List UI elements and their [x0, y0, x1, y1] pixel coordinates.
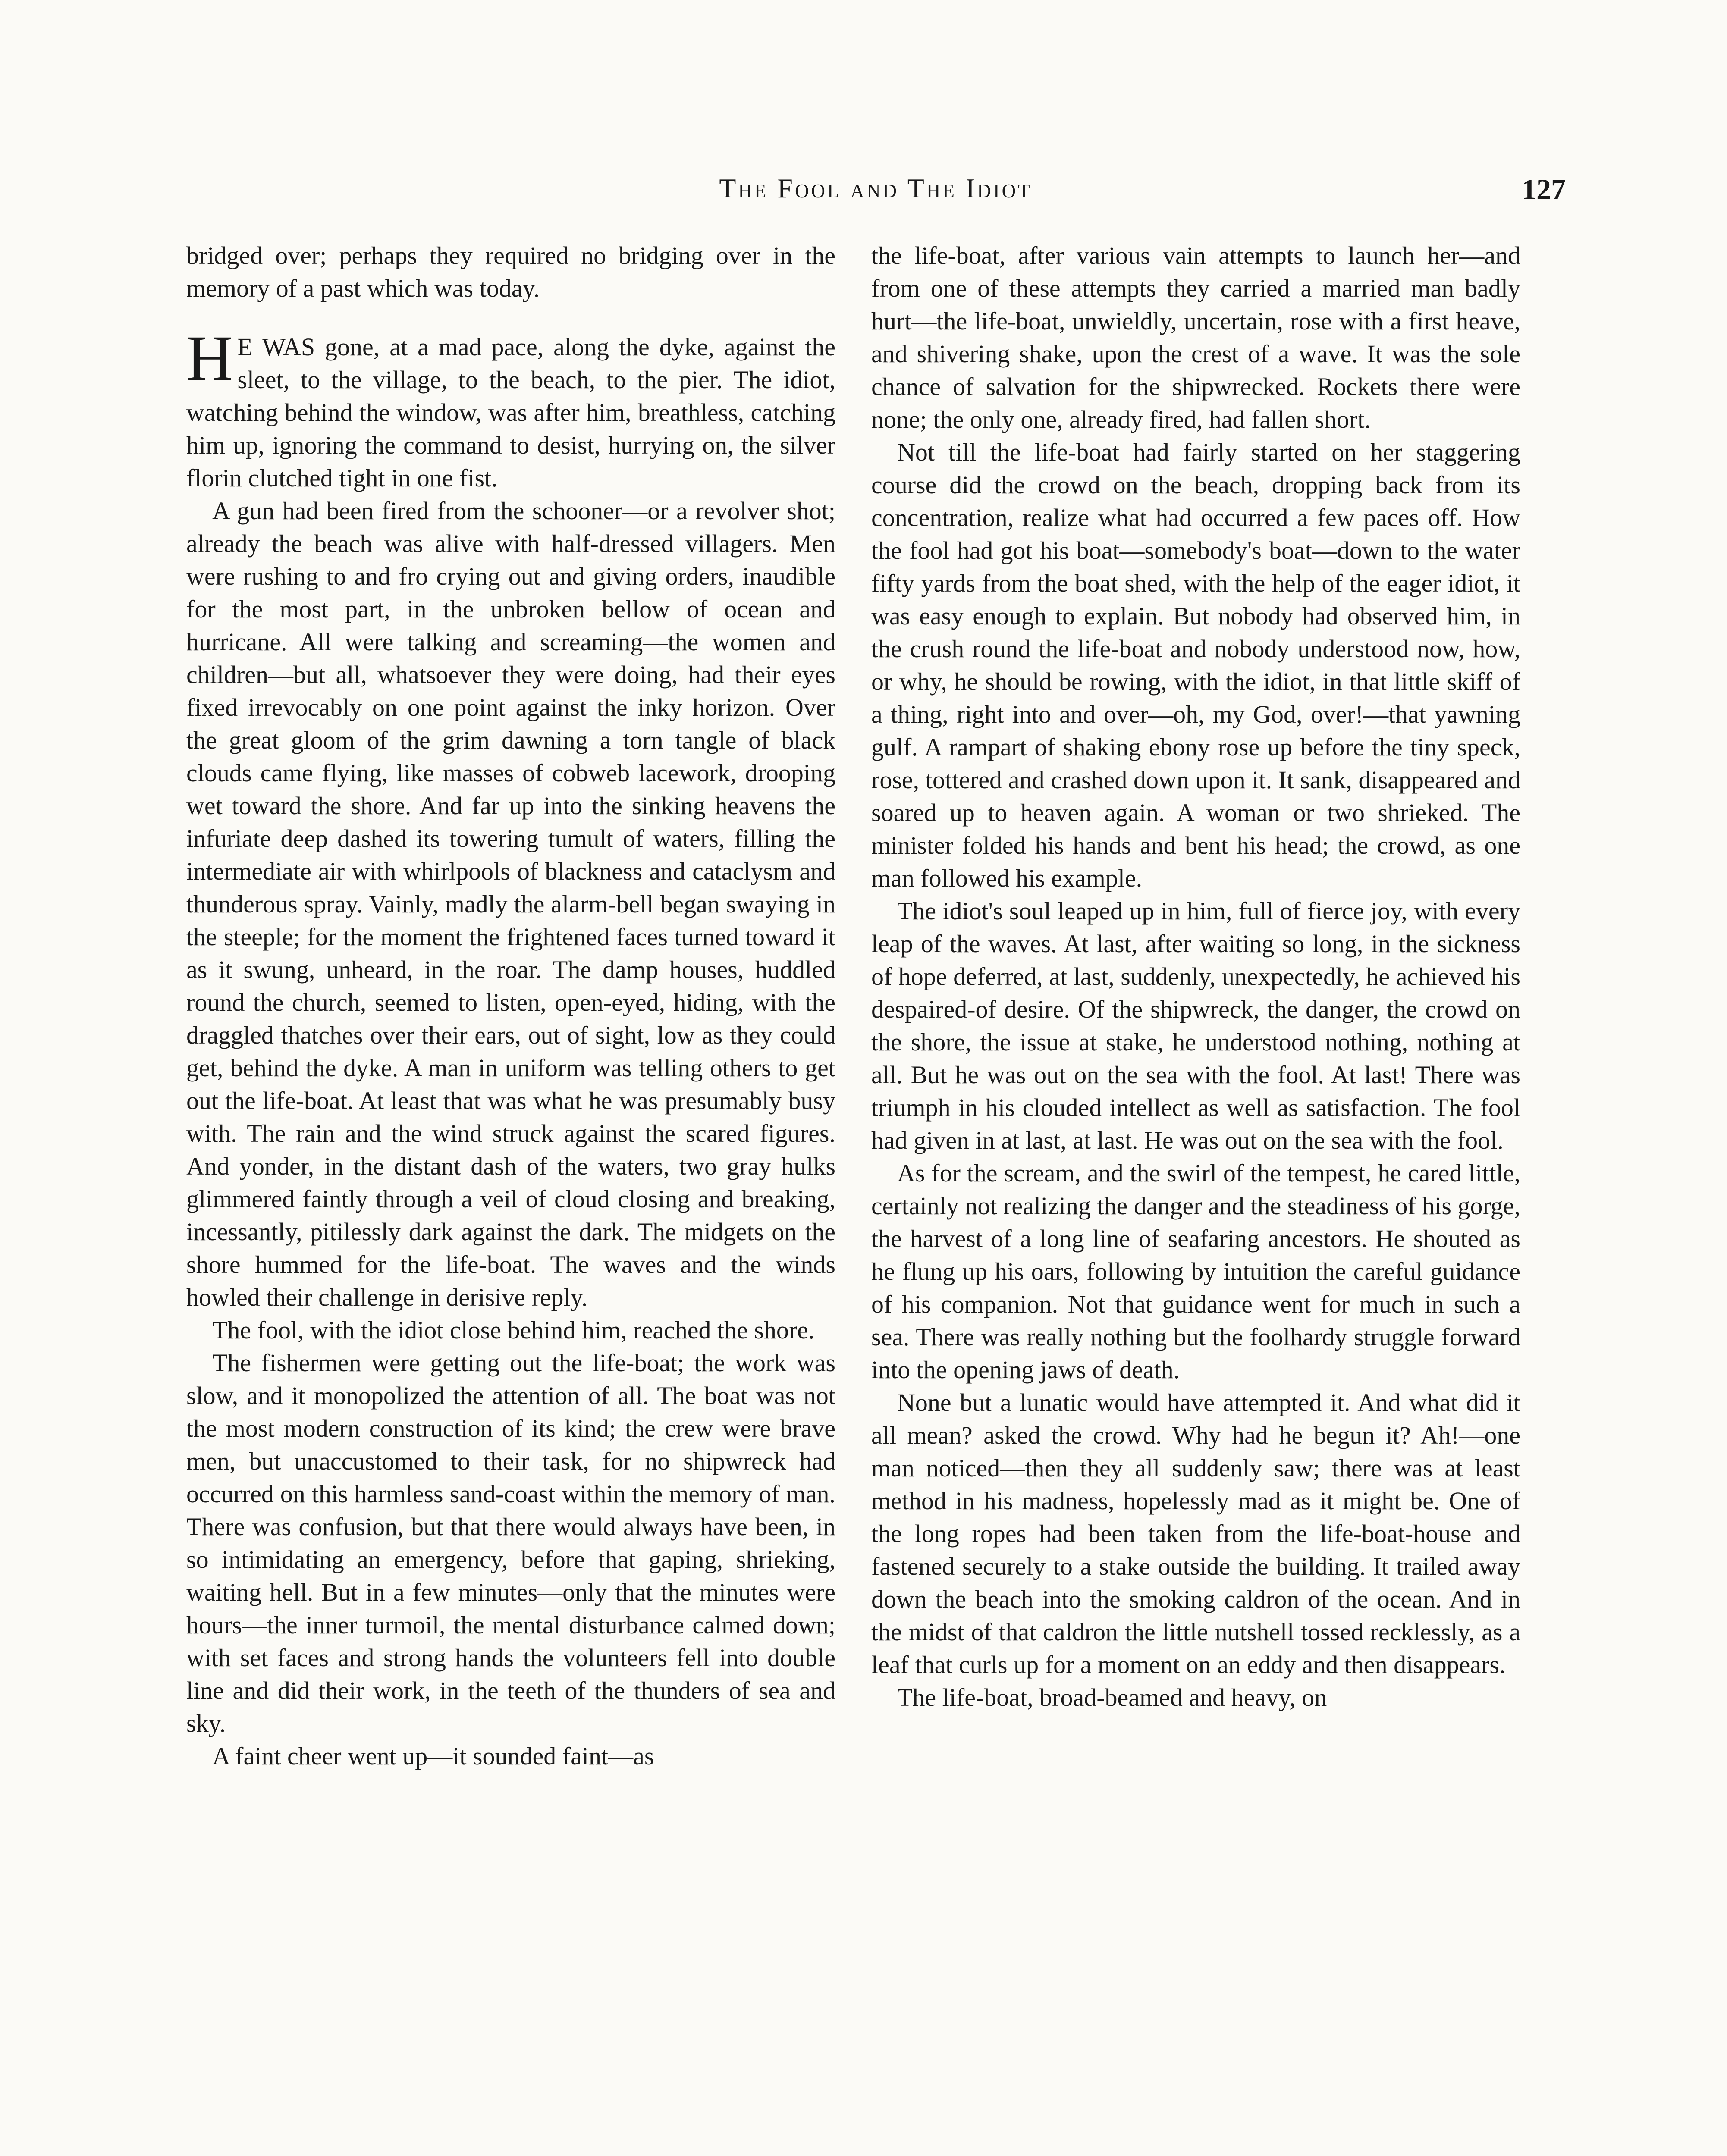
left-column [186, 239, 835, 1773]
paragraph: The fishermen were getting out the life-boat; the work was slow, and it monopolized the attention of all. The boat was not the most modern construction of its kind; the crew were brave men, but unaccustomed to their task, for no shipwreck had occurred on this harmless sand-coast within the memory of man. There was confusion, but that there would always have been, in so intimidating an emergency, before that gaping, shrieking, waiting hell. But in a few minutes—only that the minutes were hours—the inner turmoil, the mental disturbance calmed down; with set faces and strong hands the volunteers fell into double line and did their work, in the teeth of the thunders of sea and sky. [186, 1349, 835, 1737]
paragraph: bridged over; perhaps they required no bridging over in the memory of a past which was today. [186, 241, 835, 302]
running-title: The Fool and The Idiot [719, 173, 1032, 204]
paragraph: The fool, with the idiot close behind him, reached the shore. [212, 1316, 815, 1344]
paragraph-text: E WAS gone, at a mad pace, along the dyke, against the sleet, to the village, to the beach, to the pier. The idiot, watching behind the window, was after him, breathless, catching him up, ignoring the command to desist, hurrying on, the silver florin clutched tight in one fist. [186, 333, 835, 492]
paragraph [186, 323, 835, 495]
right-column [871, 239, 1520, 1714]
paragraph: The life-boat, broad-beamed and heavy, on [897, 1683, 1327, 1711]
paragraph: The idiot's soul leaped up in him, full of fierce joy, with every leap of the waves. At last, after waiting so long, in the sickness of hope deferred, at last, suddenly, unexpectedly, he achieved his despaired-of desire. Of the shipwreck, the danger, the crowd on the shore, the issue at stake, he understood nothing, nothing at all. But he was out on the sea with the fool. At last! There was triumph in his clouded intellect as well as satisfaction. The fool had given in at last, at last. He was out on the sea with the fool. [871, 897, 1520, 1154]
page-number: 127 [1522, 173, 1566, 206]
paragraph: A faint cheer went up—it sounded faint—as [212, 1742, 654, 1770]
paragraph: Not till the life-boat had fairly started on her staggering course did the crowd on the beach, dropping back from its concentration, realize what had occurred a few paces off. How the fool had got his boat—somebody's boat—down to the water fifty yards from the boat shed, with the help of the eager idiot, it was easy enough to explain. But nobody had observed him, in the crush round the life-boat and nobody understood now, how, or why, he should be rowing, with the idiot, in that little skiff of a thing, right into and over—oh, my God, over!—that yawning gulf. A rampart of shaking ebony rose up before the tiny speck, rose, tottered and crashed down upon it. It sank, disappeared and soared up to heaven again. A woman or two shrieked. The minister folded his hands and bent his head; the crowd, as one man followed his example. [871, 438, 1520, 892]
paragraph: A gun had been fired from the schooner—or a revolver shot; already the beach was alive with half-dressed villagers. Men were rushing to and fro crying out and giving orders, inaudible for the most part, in the unbroken bellow of ocean and hurricane. All were talking and screaming—the women and children—but all, whatsoever they were doing, had their eyes fixed irrevocably on one point against the inky horizon. Over the great gloom of the grim dawning a torn tangle of black clouds came flying, like masses of cobweb lacework, drooping wet toward the shore. And far up into the sinking heavens the infuriate deep dashed its towering tumult of waters, filling the intermediate air with whirlpools of blackness and cataclysm and thunderous spray. Vainly, madly the alarm-bell began swaying in the steeple; for the moment the frightened faces turned toward it as it swung, unheard, in the roar. The damp houses, huddled round the church, seemed to listen, open-eyed, hiding, with the draggled thatches over their ears, out of sight, low as they could get, behind the dyke. A man in uniform was telling others to get out the life-boat. At least that was what he was presumably busy with. The rain and the wind struck against the scared figures. And yonder, in the distant dash of the waters, two gray hulks glimmered faintly through a veil of cloud closing and breaking, incessantly, pitilessly dark against the dark. The midgets on the shore hummed for the life-boat. The waves and the winds howled their challenge in derisive reply. [186, 497, 835, 1311]
paragraph: None but a lunatic would have attempted it. And what did it all mean? asked the crowd. Why had he begun it? Ah!—one man noticed—then they all suddenly saw; there was at least method in his madness, hopelessly mad as it might be. One of the long ropes had been taken from the life-boat-house and fastened securely to a stake outside the building. It trailed away down the beach into the smoking caldron of the ocean. And in the midst of that caldron the little nutshell tossed recklessly, as a leaf that curls up for a moment on an eddy and then disappears. [871, 1388, 1520, 1679]
paragraph: As for the scream, and the swirl of the tempest, he cared little, certainly not realizing the danger and the steadiness of his gorge, the harvest of a long line of seafaring ancestors. He shouted as he flung up his oars, following by intuition the careful guidance of his companion. Not that guidance went for much in such a sea. There was really nothing but the foolhardy struggle forward into the opening jaws of death. [871, 1159, 1520, 1384]
paragraph: the life-boat, after various vain attempts to launch her—and from one of these attempts they carried a married man badly hurt—the life-boat, unwieldly, uncertain, rose with a first heave, and shivering shake, upon the crest of a wave. It was the sole chance of salvation for the shipwrecked. Rockets there were none; the only one, already fired, had fallen short. [871, 241, 1520, 433]
drop-cap: H [186, 323, 233, 394]
page-header [185, 172, 1566, 229]
